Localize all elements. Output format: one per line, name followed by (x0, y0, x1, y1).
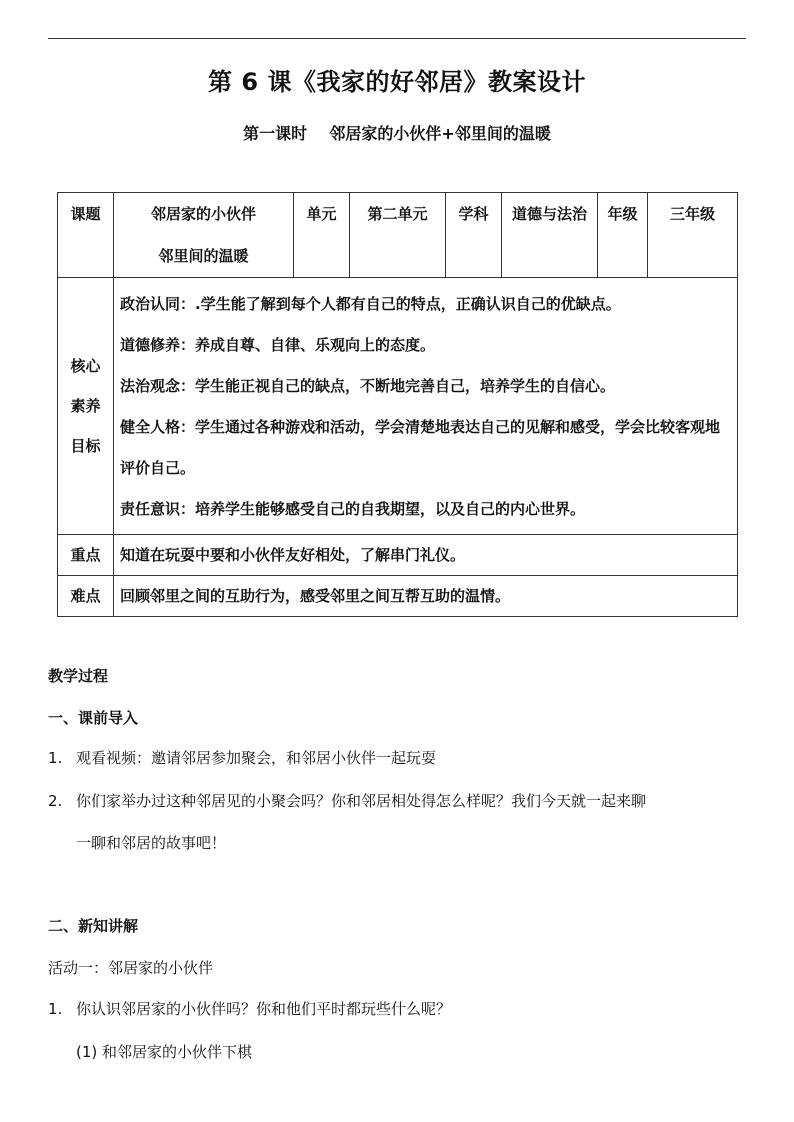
grade-label: 年级 (598, 193, 648, 278)
core-objective-responsibility: 责任意识：培养学生能够感受自己的自我期望，以及自己的内心世界。 (120, 500, 586, 518)
core-objective-personality: 健全人格：学生通过各种游戏和活动，学会清楚地表达自己的见解和感受，学会比较客观地评价自己。 (120, 418, 721, 477)
table-row-key-point (58, 535, 738, 576)
list-item-number: 1. (48, 1000, 63, 1018)
list-item (48, 737, 748, 779)
list-item-text: 你认识邻居家的小伙伴吗？你和他们平时都玩些什么呢？ (76, 1000, 452, 1018)
grade-value: 三年级 (648, 193, 738, 278)
core-label (58, 278, 114, 535)
core-objectives (114, 278, 738, 535)
core-objective-moral: 道德修养：养成自尊、自律、乐观向上的态度。 (120, 336, 436, 354)
topic-label: 课题 (58, 193, 114, 278)
core-label-line-1: 核心 (70, 357, 101, 375)
table-row-core (58, 278, 738, 535)
header-rule (48, 38, 746, 39)
list-item (48, 988, 748, 1030)
list-item-number: 2. (48, 792, 63, 810)
list-item-text: 你们家举办过这种邻居见的小聚会吗？你和邻居相处得怎么样呢？我们今天就一起来聊 (76, 792, 647, 810)
core-objective-legal: 法治观念：学生能正视自己的缺点，不断地完善自己，培养学生的自信心。 (120, 377, 616, 395)
difficulty-text: 回顾邻里之间的互助行为，感受邻里之间互帮互助的温情。 (114, 576, 738, 617)
list-item-text: 观看视频：邀请邻居参加聚会，和邻居小伙伴一起玩耍 (76, 749, 437, 767)
subject-label: 学科 (446, 193, 502, 278)
topic-line-1: 邻居家的小伙伴 (150, 205, 256, 223)
list-item-number: 1. (48, 749, 63, 767)
page-title: 第 6 课《我家的好邻居》教案设计 (208, 68, 586, 96)
table-row-topic (58, 193, 738, 278)
topic-line-2: 邻里间的温暖 (158, 247, 249, 265)
unit-label: 单元 (294, 193, 350, 278)
lesson-info-table (57, 192, 738, 617)
key-point-text: 知道在玩耍中要和小伙伴友好相处，了解串门礼仪。 (114, 535, 738, 576)
difficulty-label: 难点 (58, 576, 114, 617)
process-heading: 教学过程 (48, 667, 109, 685)
part2-heading: 二、新知讲解 (48, 917, 139, 935)
list-item-continuation: 一聊和邻居的故事吧！ (76, 834, 227, 852)
activity-heading: 活动一：邻居家的小伙伴 (48, 959, 214, 977)
topic-value (114, 193, 294, 278)
subject-value: 道德与法治 (502, 193, 598, 278)
core-objective-political: 政治认同：.学生能了解到每个人都有自己的特点，正确认识自己的优缺点。 (120, 295, 621, 313)
unit-value: 第二单元 (350, 193, 446, 278)
page-subtitle: 第一课时 邻居家的小伙伴+邻里间的温暖 (243, 124, 551, 143)
part1-heading: 一、课前导入 (48, 709, 139, 727)
key-point-label: 重点 (58, 535, 114, 576)
list-item (48, 780, 748, 864)
core-label-line-3: 目标 (70, 437, 101, 455)
core-label-line-2: 素养 (70, 397, 101, 415)
table-row-difficulty (58, 576, 738, 617)
sub-list-item: (1) 和邻居家的小伙伴下棋 (76, 1043, 253, 1061)
